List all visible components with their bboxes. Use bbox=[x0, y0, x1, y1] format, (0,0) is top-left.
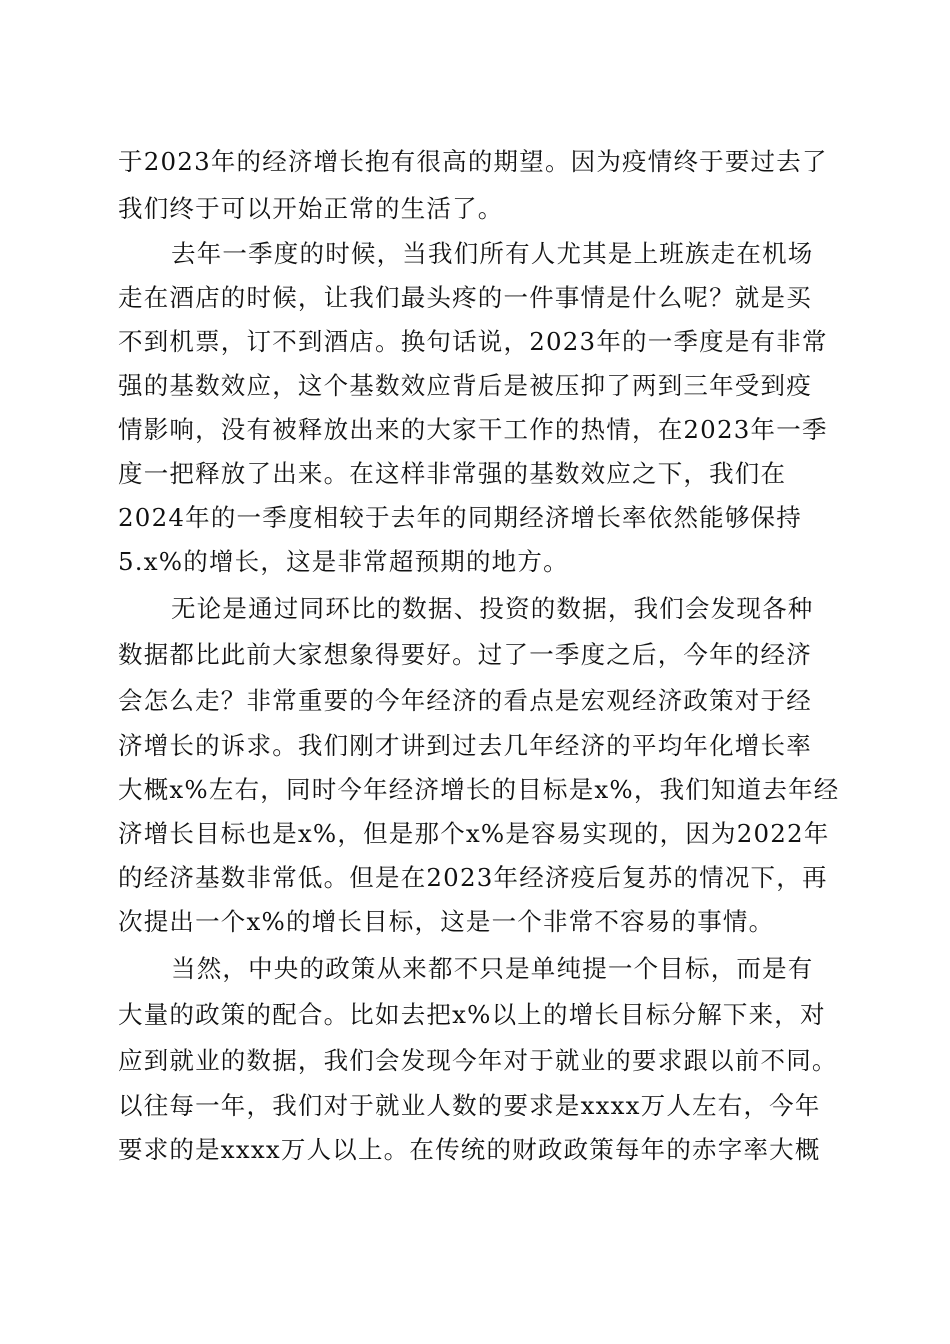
text-line: 2024年的一季度相较于去年的同期经济增长率依然能够保持 bbox=[118, 503, 802, 532]
text-line: 应到就业的数据，我们会发现今年对于就业的要求跟以前不同。 bbox=[118, 1046, 838, 1075]
text-line: 强的基数效应，这个基数效应背后是被压抑了两到三年受到疫 bbox=[118, 371, 812, 400]
text-line: 以往每一年，我们对于就业人数的要求是xxxx万人左右，今年 bbox=[118, 1091, 821, 1120]
text-line: 度一把释放了出来。在这样非常强的基数效应之下，我们在 bbox=[118, 459, 787, 488]
text-line: 大量的政策的配合。比如去把x%以上的增长目标分解下来，对 bbox=[118, 1000, 826, 1029]
text-line: 大概x%左右，同时今年经济增长的目标是x%，我们知道去年经 bbox=[118, 775, 840, 804]
paragraph-start-line: 去年一季度的时候，当我们所有人尤其是上班族走在机场 bbox=[171, 239, 814, 268]
text-line: 5.x%的增长，这是非常超预期的地方。 bbox=[118, 547, 569, 576]
text-line: 济增长的诉求。我们刚才讲到过去几年经济的平均年化增长率 bbox=[118, 731, 812, 760]
paragraph-start-line: 无论是通过同环比的数据、投资的数据，我们会发现各种 bbox=[171, 594, 814, 623]
text-line: 的经济基数非常低。但是在2023年经济疫后复苏的情况下，再 bbox=[118, 863, 828, 892]
text-line: 要求的是xxxx万人以上。在传统的财政政策每年的赤字率大概 bbox=[118, 1135, 821, 1164]
text-line: 会怎么走？非常重要的今年经济的看点是宏观经济政策对于经 bbox=[118, 686, 812, 715]
text-line: 情影响，没有被释放出来的大家干工作的热情，在2023年一季 bbox=[118, 415, 828, 444]
text-line: 走在酒店的时候，让我们最头疼的一件事情是什么呢？就是买 bbox=[118, 283, 812, 312]
paragraph-start-line: 当然，中央的政策从来都不只是单纯提一个目标，而是有 bbox=[171, 954, 814, 983]
text-line: 次提出一个x%的增长目标，这是一个非常不容易的事情。 bbox=[118, 907, 775, 936]
text-line-1: 于2023年的经济增长抱有很高的期望。因为疫情终于要过去了 bbox=[118, 147, 828, 176]
text-line: 数据都比此前大家想象得要好。过了一季度之后，今年的经济 bbox=[118, 640, 812, 669]
text-line-2: 我们终于可以开始正常的生活了。 bbox=[118, 194, 504, 223]
text-line: 不到机票，订不到酒店。换句话说，2023年的一季度是有非常 bbox=[118, 327, 828, 356]
text-line: 济增长目标也是x%，但是那个x%是容易实现的，因为2022年 bbox=[118, 819, 830, 848]
